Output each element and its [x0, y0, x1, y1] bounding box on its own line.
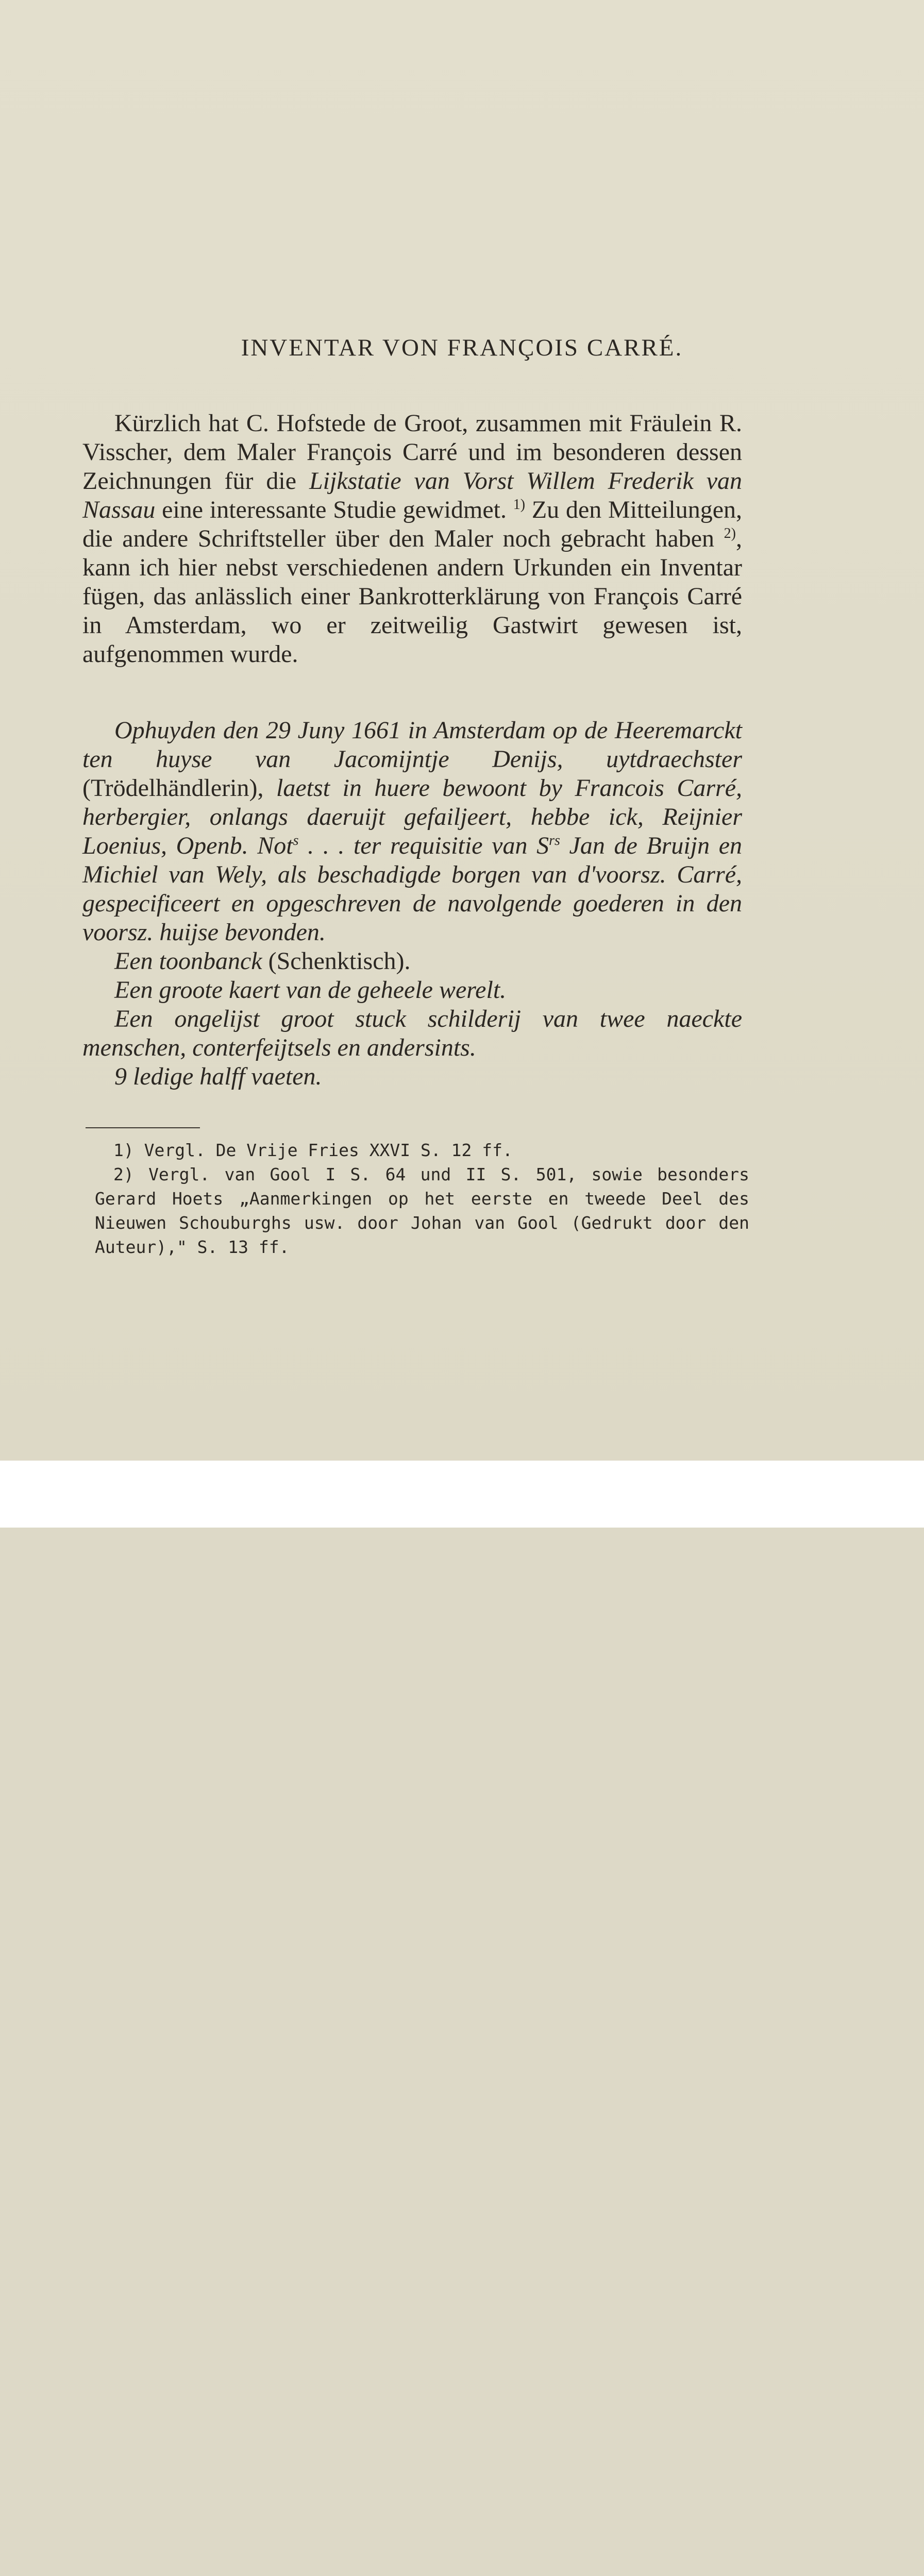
item-1-gloss: (Schenktisch). [262, 947, 411, 975]
footnote-ref-1: 1) [513, 497, 526, 513]
inventory-item-3: Een ongelijst groot stuck schilderij van twee naeckte menschen, conterfeijtsels en andersints. [82, 1005, 742, 1061]
digitization-footer [0, 1461, 924, 1528]
intro-text-d: Zu den Mitteilungen, die andere Schriftsteller über den Maler noch gebracht haben [82, 496, 743, 552]
work-title: Lijkstatie van Vorst Willem Frederik van Nassau [82, 467, 742, 523]
preamble-gloss: (Trödelhändlerin), [82, 774, 277, 802]
preamble-a: Ophuyden den 29 Juny 1661 in Amsterdam op de Heeremarckt ten huyse van Jacomijntje Denijs, uytdraechster [82, 717, 742, 773]
footnote-ref-2: 2) [724, 526, 736, 541]
page-title: INVENTAR VON FRANÇOIS CARRÉ. [241, 334, 683, 361]
inventory-preamble [82, 716, 742, 947]
preamble-c: laetst in huere bewoont by Francois Carré, herbergier, onlangs daeruijt gefailjeert, hebbe ick, Reijnier Loenius, Openb. Not [82, 774, 743, 859]
intro-paragraph [82, 409, 742, 669]
inventory-item-2: Een groote kaert van de geheele werelt. [114, 976, 507, 1004]
intro-text-a: Kürzlich hat C. Hofstede de Groot, zusammen mit Fräulein R. Visscher, dem Maler François Carré und im besonderen dessen Zeichnungen für die [82, 410, 742, 495]
inventory-section [82, 716, 742, 1091]
intro-text-c: eine interessante Studie gewidmet. [155, 496, 513, 523]
inventory-item-1 [82, 947, 742, 976]
preamble-sup-s: s [293, 833, 299, 849]
preamble-e: Jan de Bruijn en Michiel van Wely, als beschadigde borgen van d'voorsz. Carré, gespecificeert en opgeschreven de navolgende goederen in den voorsz. huijse bevonden. [82, 832, 743, 946]
intro-text-e: , kann ich hier nebst verschiedenen andern Urkunden ein Inventar fügen, das anlässlich einer Bankrotterklärung von François Carré in Amsterdam, wo er zeitweilig Gastwirt gewesen ist, aufgenommen wurde. [82, 525, 742, 668]
footnote-2: 2) Vergl. van Gool I S. 64 und II S. 501, sowie besonders Gerard Hoets „Aanmerkingen op het eerste en tweede Deel des Nieuwen Schouburghs usw. door Johan van Gool (Gedrukt door den Auteur)," S. 13 ff. [95, 1164, 749, 1257]
preamble-sup-rs: rs [549, 833, 560, 849]
item-1-dutch: Een toonbanck [114, 947, 262, 975]
footnote-separator [86, 1127, 200, 1128]
preamble-d: . . . ter requisitie van S [298, 832, 549, 859]
footnotes [95, 1138, 749, 1259]
footnote-1: 1) Vergl. De Vrije Fries XXVI S. 12 ff. [113, 1140, 513, 1160]
inventory-item-4: 9 ledige halff vaeten. [114, 1063, 322, 1090]
